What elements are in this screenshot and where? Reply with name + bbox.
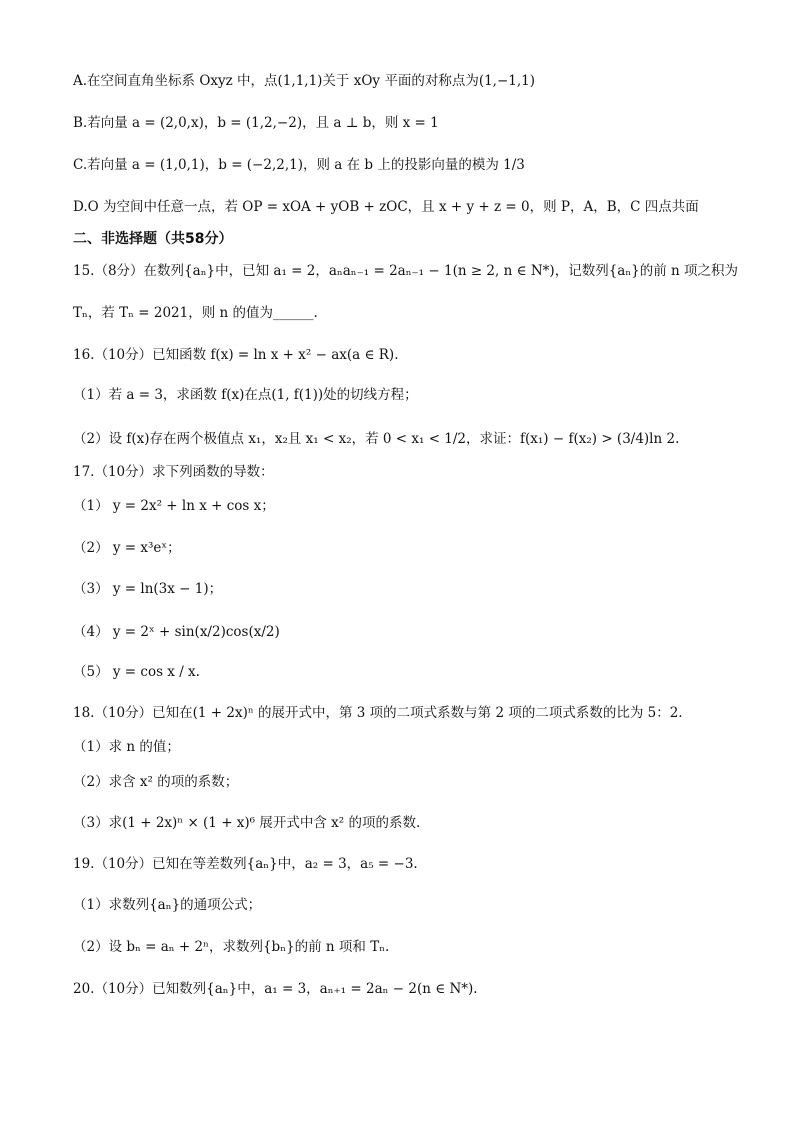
q15-line2: Tₙ，若 Tₙ = 2021，则 n 的值为______. bbox=[73, 305, 318, 321]
q19-stem: 19.（10分）已知在等差数列{aₙ}中，a₂ = 3，a₅ = −3. bbox=[73, 856, 418, 872]
q16-part2: （2）设 f(x)存在两个极值点 x₁，x₂且 x₁ < x₂，若 0 < x₁ < 1/2，求证：f(x₁) − f(x₂) > (3/4)ln 2. bbox=[73, 431, 680, 447]
q15-line1: 15.（8分）在数列{aₙ}中，已知 a₁ = 2，aₙaₙ₋₁ = 2aₙ₋₁ − 1(n ≥ 2, n ∈ N*)，记数列{aₙ}的前 n 项之积为 bbox=[73, 263, 739, 279]
q19-part2: （2）设 bₙ = aₙ + 2ⁿ，求数列{bₙ}的前 n 项和 Tₙ. bbox=[73, 939, 390, 955]
q17-part4: （4） y = 2ˣ + sin(x/2)cos(x/2) bbox=[73, 624, 280, 640]
q18-part2: （2）求含 x² 的项的系数； bbox=[73, 774, 239, 790]
q17-part2: （2） y = x³eˣ； bbox=[73, 540, 181, 556]
q17-part3: （3） y = ln(3x − 1)； bbox=[73, 581, 223, 597]
option-b: B.若向量 a = (2,0,x)，b = (1,2,−2)，且 a ⊥ b，则 x = 1 bbox=[73, 115, 439, 131]
q16-stem: 16.（10分）已知函数 f(x) = ln x + x² − ax(a ∈ R). bbox=[73, 347, 399, 363]
q18-part3: （3）求(1 + 2x)ⁿ × (1 + x)⁶ 展开式中含 x² 的项的系数. bbox=[73, 815, 421, 831]
option-a: A.在空间直角坐标系 Oxyz 中，点(1,1,1)关于 xOy 平面的对称点为(1,−1,1) bbox=[73, 73, 536, 89]
option-d: D.O 为空间中任意一点，若 OP = xOA + yOB + zOC，且 x + y + z = 0，则 P，A，B，C 四点共面 bbox=[73, 199, 699, 215]
q17-part5: （5） y = cos x / x. bbox=[73, 664, 200, 680]
option-c: C.若向量 a = (1,0,1)，b = (−2,2,1)，则 a 在 b 上的投影向量的模为 1/3 bbox=[73, 157, 525, 173]
q19-part1: （1）求数列{aₙ}的通项公式； bbox=[73, 897, 262, 913]
section-heading: 二、非选择题（共58分） bbox=[73, 231, 233, 247]
q16-part1: （1）若 a = 3，求函数 f(x)在点(1, f(1))处的切线方程； bbox=[73, 387, 418, 403]
q17-part1: （1） y = 2x² + ln x + cos x； bbox=[73, 498, 275, 514]
q17-stem: 17.（10分）求下列函数的导数： bbox=[73, 464, 274, 480]
q18-stem: 18.（10分）已知在(1 + 2x)ⁿ 的展开式中，第 3 项的二项式系数与第 2 项的二项式系数的比为 5：2. bbox=[73, 705, 683, 721]
q18-part1: （1）求 n 的值； bbox=[73, 739, 180, 755]
q20-stem: 20.（10分）已知数列{aₙ}中，a₁ = 3，aₙ₊₁ = 2aₙ − 2(n ∈ N*). bbox=[73, 981, 478, 997]
